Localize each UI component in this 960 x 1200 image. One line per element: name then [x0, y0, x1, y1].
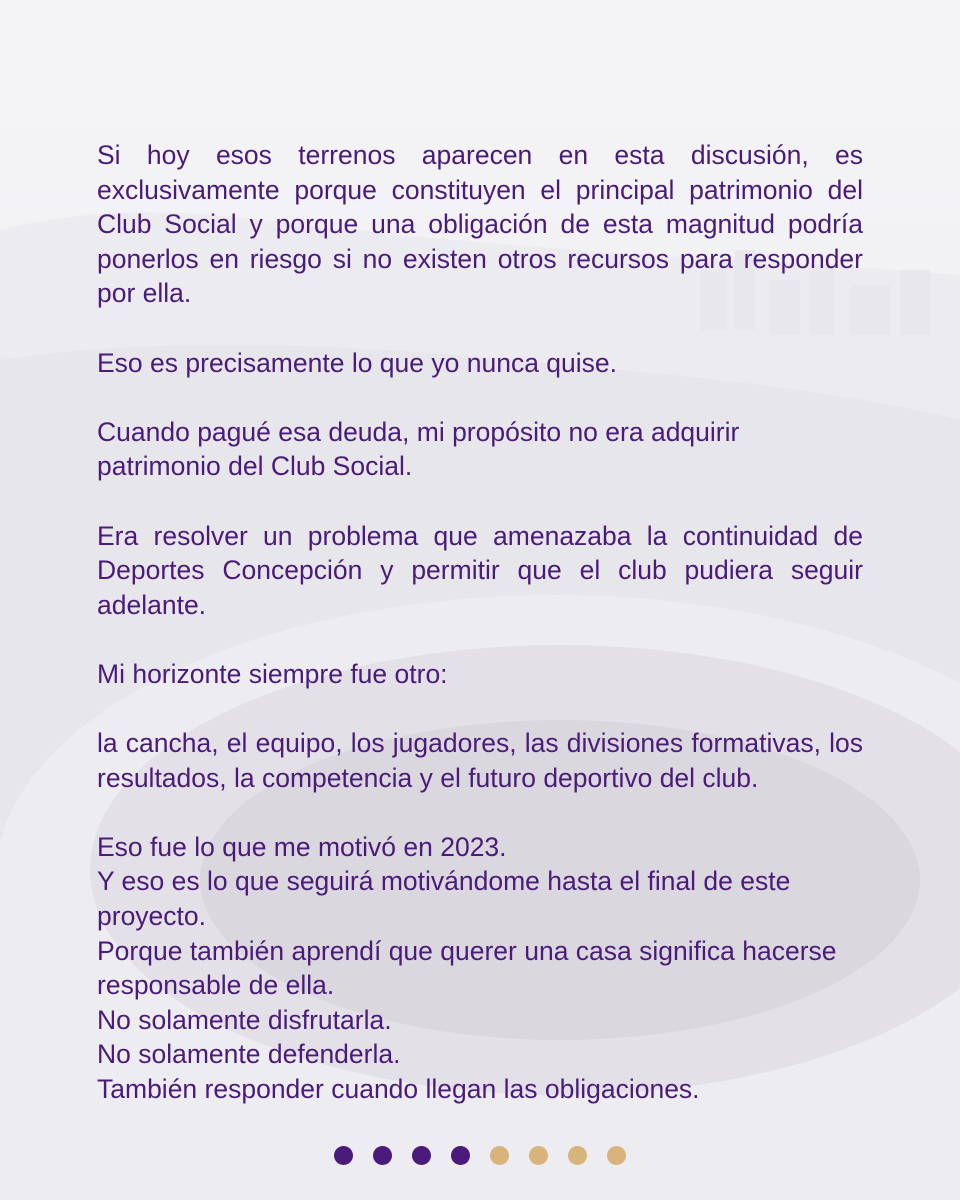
pagination-dot-active[interactable]: [373, 1146, 392, 1165]
closing-line-5: No solamente defenderla.: [97, 1039, 401, 1070]
closing-line-2: Y eso es lo que seguirá motivándome hasta el final de este proyecto.: [97, 866, 791, 932]
pagination-dots: [0, 1146, 960, 1165]
closing-line-3: Porque también aprendí que querer una casa significa hacerse responsable de ella.: [97, 935, 837, 1001]
paragraph-3: Cuando pagué esa deuda, mi propósito no era adquirir patrimonio del Club Social.: [97, 416, 740, 482]
pagination-dot-inactive[interactable]: [568, 1146, 587, 1165]
paragraph-1: Si hoy esos terrenos aparecen en esta discusión, es exclusivamente porque constituyen el principal patrimonio del Club Social y porque una obligación de esta magnitud podría ponerlos en riesgo si no existen otros recursos para responder por ella.: [97, 140, 863, 309]
paragraph-2: Eso es precisamente lo que yo nunca quise.: [97, 347, 618, 378]
closing-line-6: También responder cuando llegan las obligaciones.: [97, 1074, 700, 1105]
closing-line-1: Eso fue lo que me motivó en 2023.: [97, 831, 507, 862]
pagination-dot-inactive[interactable]: [490, 1146, 509, 1165]
pagination-dot-active[interactable]: [334, 1146, 353, 1165]
pagination-dot-active[interactable]: [412, 1146, 431, 1165]
paragraph-5: Mi horizonte siempre fue otro:: [97, 658, 448, 689]
pagination-dot-inactive[interactable]: [607, 1146, 626, 1165]
pagination-dot-active[interactable]: [451, 1146, 470, 1165]
paragraph-4: Era resolver un problema que amenazaba la continuidad de Deportes Concepción y permitir que el club pudiera seguir adelante.: [97, 520, 863, 620]
paragraph-6: la cancha, el equipo, los jugadores, las divisiones formativas, los resultados, la competencia y el futuro deportivo del club.: [97, 728, 863, 793]
body-text: [97, 138, 863, 1107]
pagination-dot-inactive[interactable]: [529, 1146, 548, 1165]
closing-line-4: No solamente disfrutarla.: [97, 1004, 392, 1035]
